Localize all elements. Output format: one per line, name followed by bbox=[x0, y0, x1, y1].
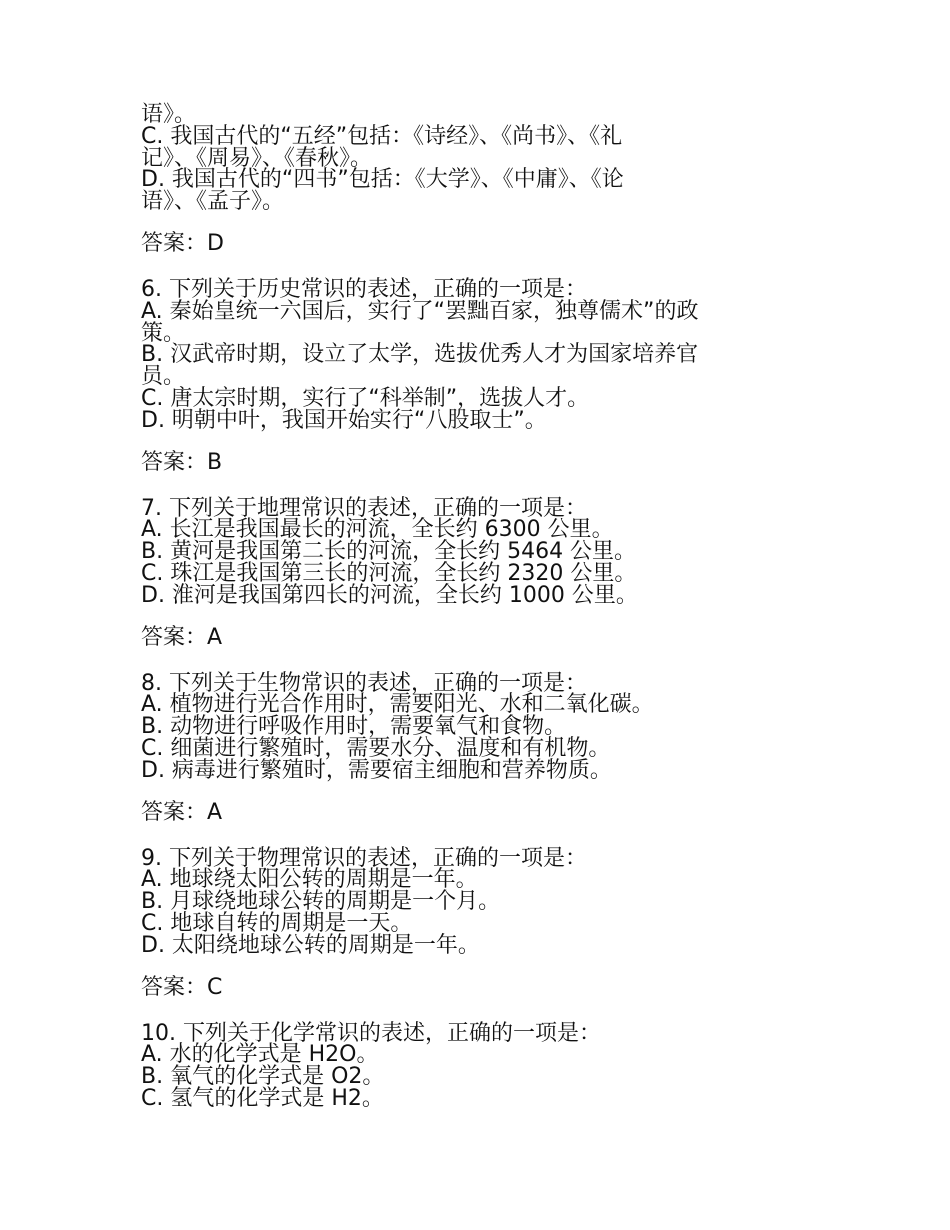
text-line: 语》。 bbox=[141, 102, 197, 127]
text-line: 9. 下列关于物理常识的表述，正确的一项是： bbox=[141, 845, 587, 871]
text-line: C. 地球自转的周期是一天。 bbox=[141, 910, 413, 936]
text-line: D. 明朝中叶，我国开始实行“八股取士”。 bbox=[141, 407, 547, 433]
text-line: B. 汉武帝时期，设立了太学，选拔优秀人才为国家培养官 bbox=[141, 342, 699, 368]
text-line: A. 长江是我国最长的河流，全长约 6300 公里。 bbox=[141, 517, 614, 543]
text-line: D. 淮河是我国第四长的河流，全长约 1000 公里。 bbox=[141, 582, 638, 608]
answer-line: 答案：A bbox=[141, 799, 223, 825]
text-line: C. 我国古代的“五经”包括：《诗经》、《尚书》、《礼 bbox=[141, 123, 623, 149]
answer-line: 答案：C bbox=[141, 974, 223, 1000]
text-line: B. 氧气的化学式是 O2。 bbox=[141, 1064, 385, 1090]
text-line: D. 我国古代的“四书”包括：《大学》、《中庸》、《论 bbox=[141, 167, 624, 193]
text-line: B. 月球绕地球公转的周期是一个月。 bbox=[141, 889, 501, 915]
text-line: 7. 下列关于地理常识的表述，正确的一项是： bbox=[141, 495, 587, 521]
text-line: B. 黄河是我国第二长的河流，全长约 5464 公里。 bbox=[141, 539, 637, 565]
text-line: A. 水的化学式是 H2O。 bbox=[141, 1042, 379, 1068]
text-line: 10. 下列关于化学常识的表述，正确的一项是： bbox=[141, 1020, 601, 1046]
text-line: 员。 bbox=[141, 364, 186, 390]
text-line: C. 珠江是我国第三长的河流，全长约 2320 公里。 bbox=[141, 560, 637, 586]
text-line: 语》、《孟子》。 bbox=[141, 189, 285, 215]
text-line: B. 动物进行呼吸作用时，需要氧气和食物。 bbox=[141, 714, 567, 740]
text-line: C. 细菌进行繁殖时，需要水分、温度和有机物。 bbox=[141, 735, 611, 761]
text-line: C. 唐太宗时期，实行了“科举制”，选拔人才。 bbox=[141, 385, 590, 411]
text-line: A. 植物进行光合作用时，需要阳光、水和二氧化碳。 bbox=[141, 692, 654, 718]
answer-line: 答案：A bbox=[141, 624, 223, 650]
text-line: D. 太阳绕地球公转的周期是一年。 bbox=[141, 932, 480, 958]
text-line: 8. 下列关于生物常识的表述，正确的一项是： bbox=[141, 670, 587, 696]
text-line: C. 氢气的化学式是 H2。 bbox=[141, 1085, 384, 1111]
text-line: D. 病毒进行繁殖时，需要宿主细胞和营养物质。 bbox=[141, 757, 612, 783]
text-line: A. 秦始皇统一六国后，实行了“罢黜百家，独尊儒术”的政 bbox=[141, 298, 699, 324]
text-line: 策。 bbox=[141, 320, 186, 346]
text-line: 记》、《周易》、《春秋》。 bbox=[141, 145, 373, 171]
text-line: A. 地球绕太阳公转的周期是一年。 bbox=[141, 867, 478, 893]
text-line: 6. 下列关于历史常识的表述，正确的一项是： bbox=[141, 276, 587, 302]
answer-line: 答案：D bbox=[141, 230, 224, 256]
answer-line: 答案：B bbox=[141, 449, 223, 475]
document-page bbox=[141, 104, 811, 1110]
